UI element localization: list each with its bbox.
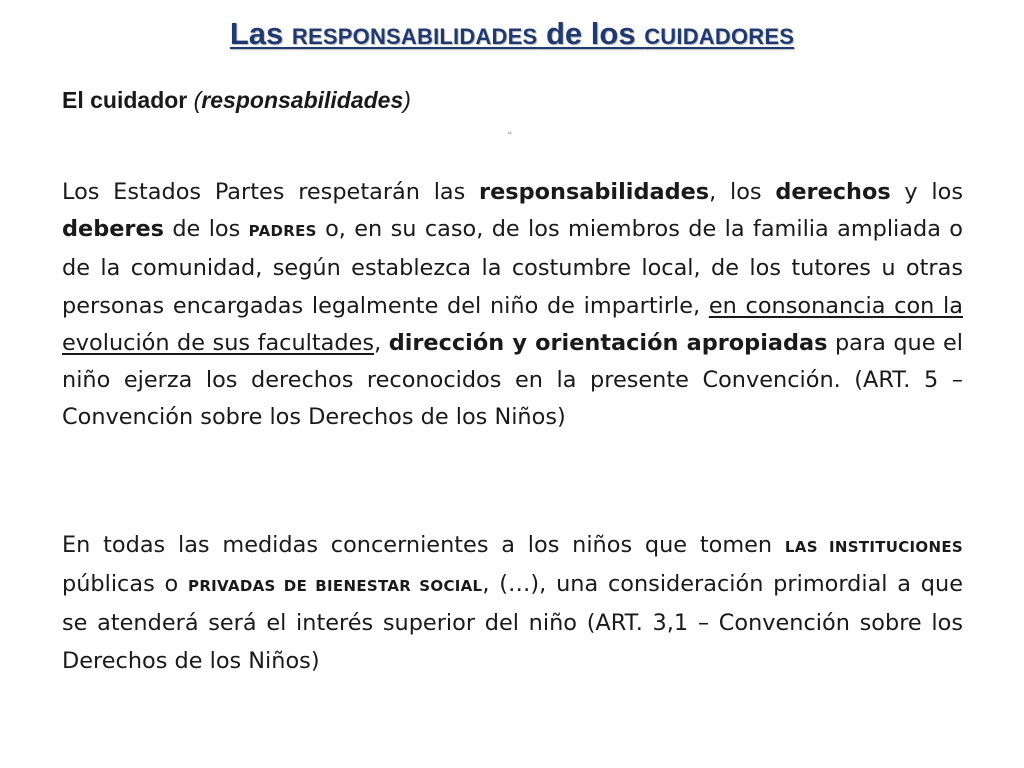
p2-text-2: públicas o xyxy=(62,571,189,598)
p1-bold-deberes: deberes xyxy=(62,216,164,243)
section-heading xyxy=(62,84,411,116)
p2-text-3: , (…), una consideración primordial a que se atenderá será el interés superior del niño (ART. 3,1 – Convención sobre los Derechos de los Niños) xyxy=(62,571,963,674)
p1-bold-responsabilidades: responsabilidades xyxy=(479,179,710,205)
p1-bold-direccion: dirección y orientación apropiadas xyxy=(388,329,828,356)
quote-mark: “ xyxy=(508,130,512,142)
p1-underlined-phrase: en consonancia con la evolución de sus facultades xyxy=(62,292,963,356)
title-word-responsabilidades: RESPONSABILIDADES xyxy=(291,24,538,49)
section-heading-close-paren: ) xyxy=(403,87,411,113)
p2-text-1: En todas las medidas concernientes a los niños que tomen xyxy=(62,532,785,558)
p1-text-6: , xyxy=(374,329,389,356)
p1-smallcaps-padres: PADRES xyxy=(248,222,317,241)
section-heading-italic: responsabilidades xyxy=(201,87,404,113)
p2-smallcaps-instituciones: LAS INSTITUCIONES xyxy=(784,538,963,556)
p1-text-5: o, en su caso, de los miembros de la familia ampliada o de la comunidad, según establezca la costumbre local, de los tutores u otras personas encargadas legalmente del niño de impartirle, xyxy=(62,216,963,319)
p1-text-7: para que el niño ejerza los derechos reconocidos en la presente Convención. (ART. 5 – Convención sobre los Derechos de los Niños) xyxy=(62,329,963,431)
section-heading-bold: El cuidador xyxy=(62,87,194,113)
p1-text-4: de los xyxy=(163,216,249,243)
p1-bold-derechos: derechos xyxy=(775,179,891,205)
paragraph-art-3-1 xyxy=(62,527,963,680)
p2-smallcaps-privadas: PRIVADAS DE BIENESTAR SOCIAL xyxy=(188,577,483,596)
p1-text-3: y los xyxy=(890,179,964,205)
title-word-de-los: de los xyxy=(545,16,636,51)
slide-title xyxy=(0,14,1024,57)
paragraph-art-5 xyxy=(62,174,963,436)
slide-title-text xyxy=(230,16,794,51)
p1-text-2: , los xyxy=(709,179,776,205)
section-heading-open-paren: ( xyxy=(193,87,202,113)
title-word-las: Las xyxy=(229,16,284,51)
p1-text-1: Los Estados Partes respetarán las xyxy=(62,179,480,205)
title-word-cuidadores: CUIDADORES xyxy=(644,24,795,49)
